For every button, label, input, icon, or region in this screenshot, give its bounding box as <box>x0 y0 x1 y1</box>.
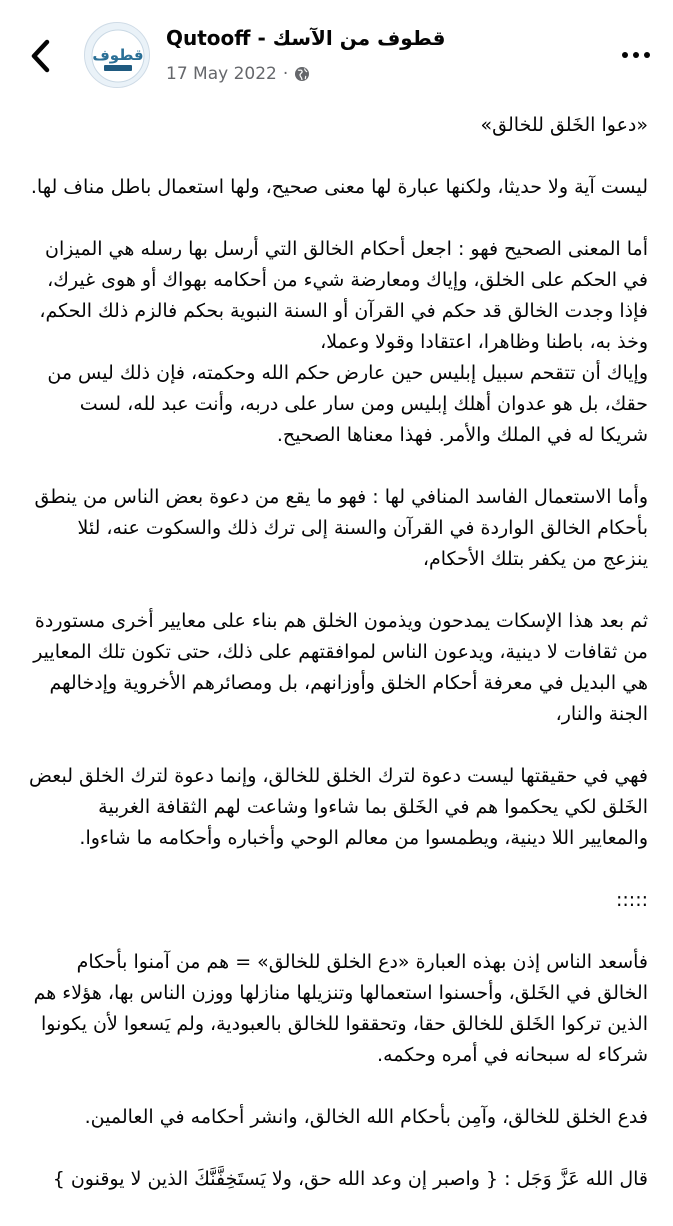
post-meta <box>166 64 310 84</box>
post-paragraph: أما المعنى الصحيح فهو : اجعل أحكام الخالق التي أرسل بها رسله هي الميزان في الحكم على الخلق، وإياك ومعارضة شيء من أحكامه بهواك أو هوى غيرك، <box>45 238 648 291</box>
more-options-button[interactable] <box>619 40 653 70</box>
post-paragraph: فهي في حقيقتها ليست دعوة لترك الخلق للخالق، وإنما دعوة لترك الخلق لبعض الخَلق لكي يحكموا هم في الخَلق بما شاءوا وشاعت لهم الثقافة الغربية والمعايير اللا دينية، ويطمسوا من معالم الوحي وأخباره وأحكامه ما شاءوا. <box>29 765 648 849</box>
avatar-text: قطوف <box>92 46 144 64</box>
post-paragraph: «دعوا الخَلق للخالق» <box>480 114 648 136</box>
more-dot-icon <box>644 52 650 58</box>
post-paragraph: فأسعد الناس إذن بهذه العبارة «دع الخلق للخالق» = هم من آمنوا بأحكام الخالق في الخَلق، وأحسنوا استعمالها وتنزيلها منازلها ووزن الناس بها، هؤلاء هم الذين تركوا الخَلق للخالق حقا، وتحققوا للخالق بالعبودية، ولم يَسعوا لأن يكونوا شركاء له سبحانه في أمره وحكمه. <box>33 951 648 1066</box>
post-paragraph: وأما الاستعمال الفاسد المنافي لها : فهو ما يقع من دعوة بعض الناس من ينطق بأحكام الخالق الواردة في القرآن والسنة إلى ترك ذلك والسكوت عنه، لئلا ينزعج من يكفر بتلك الأحكام، <box>34 486 648 570</box>
post-paragraph: ثم بعد هذا الإسكات يمدحون ويذمون الخلق هم بناء على معايير أخرى مستوردة من ثقافات لا دينية، ويدعون الناس لموافقتهم على ذلك، حتى تكون تلك المعايير هي البديل في معرفة أحكام الخلق وأوزانهم، بل ومصائرهم الأخروية وإدخالهم الجنة والنار، <box>33 610 648 725</box>
back-button[interactable] <box>22 36 58 76</box>
post-paragraph-group <box>28 234 648 451</box>
more-dot-icon <box>633 52 639 58</box>
post-paragraph: فإذا وجدت الخالق قد حكم في القرآن أو السنة النبوية بحكم فالزم ذلك الحكم، وخذ به، باطنا وظاهرا، اعتقادا وقولا وعملا، <box>39 300 648 353</box>
page-logo-icon <box>85 23 150 88</box>
post-date[interactable]: 17 May 2022 <box>166 64 277 84</box>
globe-icon <box>294 66 310 82</box>
post-paragraph: وإياك أن تتقحم سبيل إبليس حين عارض حكم الله وحكمته، فإن ذلك ليس من حقك، بل هو عدوان أهلك إبليس ومن سار على دربه، وأنت عبد لله، لست شريكا له في الملك والأمر. فهذا معناها الصحيح. <box>47 362 648 446</box>
page-avatar[interactable] <box>84 22 150 88</box>
post-body <box>28 110 648 1226</box>
post-paragraph: قال الله عَزَّ وَجَل : { واصبر إن وعد الله حق، ولا يَستَخِفَّنَّكَ الذين لا يوقنون } <box>52 1168 648 1190</box>
post-separator: ::::: <box>615 889 648 911</box>
post-header <box>0 0 673 110</box>
chevron-left-icon <box>29 39 51 73</box>
post-paragraph: فدع الخلق للخالق، وآمِن بأحكام الله الخالق، وانشر أحكامه في العالمين. <box>84 1106 648 1128</box>
more-dot-icon <box>622 52 628 58</box>
meta-separator: · <box>282 64 289 84</box>
page-name[interactable]: Qutooff - قطوف من الآسك <box>166 26 446 50</box>
post-paragraph: ليست آية ولا حديثا، ولكنها عبارة لها معنى صحيح، ولها استعمال باطل مناف لها. <box>30 176 648 198</box>
